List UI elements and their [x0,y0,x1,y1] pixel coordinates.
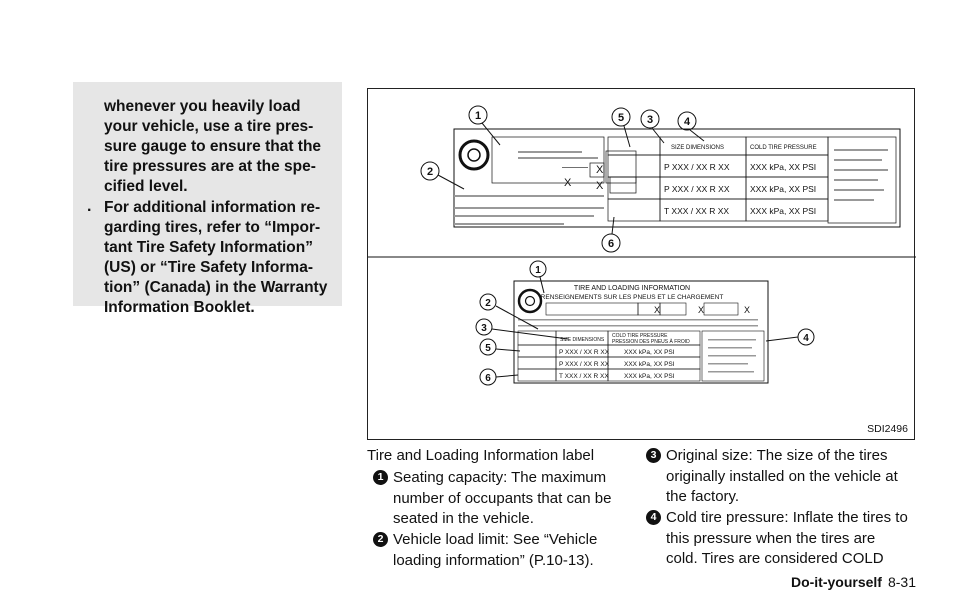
bullet-line: garding tires, refer to “Impor- [104,219,321,236]
svg-text:X: X [698,305,705,315]
bullet-dot: . [87,198,92,215]
continuation-line: whenever you heavily load [104,98,301,115]
item-line: the factory. [666,488,740,505]
page-footer [791,574,916,590]
bullet-line: tion” (Canada) in the Warranty [104,279,328,296]
continuation-text [104,97,344,197]
item-line: Cold tire pressure: Inflate the tires to [666,509,908,526]
item-line: this pressure when the tires are [666,529,876,547]
figure-caption: Tire and Loading Information label [367,447,595,464]
item-number-icon: 1 [373,470,388,485]
top-pressure-3: XXX kPa, XX PSI [750,206,817,216]
callout-number: 3 [646,114,654,126]
bottom-size-header: SIZE DIMENSIONS [560,337,605,343]
figure-code: SDI2496 [867,423,908,435]
callout-number: 3 [481,323,487,334]
callout-number: 1 [474,110,482,122]
item-number-icon: 3 [646,448,661,463]
bottom-pressure-2: XXX kPa, XX PSI [624,361,675,368]
bottom-pressure-header-fr: PRESSION DES PNEUS À FROID [612,339,690,345]
item-line: cold. Tires are considered COLD [666,550,884,567]
top-label [454,129,900,227]
bullet-line: For additional information re- [104,199,321,216]
svg-text:X: X [596,180,604,192]
item-line: seated in the vehicle. [393,510,534,527]
bottom-size-2: P XXX / XX R XX [559,361,610,368]
list-item [650,446,916,508]
top-pressure-2: XXX kPa, XX PSI [750,184,817,194]
bottom-pressure-header: COLD TIRE PRESSURE [612,333,668,339]
top-size-1: P XXX / XX R XX [664,162,730,172]
list-item [377,468,648,530]
svg-text:X: X [596,164,604,176]
top-size-2: P XXX / XX R XX [664,184,730,194]
bottom-pressure-1: XXX kPa, XX PSI [624,349,675,356]
bottom-title: TIRE AND LOADING INFORMATION [573,285,691,292]
callout-number: 5 [485,343,491,354]
top-pressure-1: XXX kPa, XX PSI [750,162,817,172]
bottom-size-3: T XXX / XX R XX [559,373,609,380]
callout-number: 2 [426,166,434,178]
item-number-icon: 4 [646,510,661,525]
bottom-size-1: P XXX / XX R XX [559,349,610,356]
callout-number: 4 [683,116,691,128]
bullet-line: Information Booklet. [104,299,255,316]
svg-text:X: X [564,177,572,189]
callout-number: 6 [607,238,615,250]
callout-number: 4 [803,333,809,344]
item-line: Vehicle load limit: See “Vehicle [393,531,598,548]
list-item [650,508,916,570]
list-item [377,530,648,571]
bottom-title-fr: RENSEIGNEMENTS SUR LES PNEUS ET LE CHARGEMENT [540,294,724,301]
tire-label-figure [367,88,915,440]
callout-number: 2 [485,298,491,309]
continuation-line: sure gauge to ensure that the [104,138,322,155]
continuation-line: tire pressures are at the spe- [104,158,316,175]
bullet-text [104,198,344,318]
continuation-line: cified level. [104,178,188,195]
callout-number: 1 [535,265,541,276]
figure-drawing [368,89,916,441]
item-number-icon: 2 [373,532,388,547]
callout-number: 5 [617,112,625,124]
bottom-label [514,281,768,383]
bullet-line: tant Tire Safety Information” [104,239,313,256]
svg-text:X: X [744,305,751,315]
callout-number: 6 [485,373,491,384]
bullet-line: (US) or “Tire Safety Informa- [104,259,314,276]
item-line: Seating capacity: The maximum [393,469,607,486]
item-line: Original size: The size of the tires [666,447,888,464]
bottom-pressure-3: XXX kPa, XX PSI [624,373,675,380]
svg-text:X: X [654,305,661,315]
top-size-header: SIZE DIMENSIONS [671,145,725,151]
page-number: 8-31 [887,574,916,590]
top-cold-header: COLD TIRE PRESSURE [750,145,817,151]
item-line: number of occupants that can be [393,489,612,507]
section-name: Do-it-yourself [790,574,882,590]
item-line: originally installed on the vehicle at [666,467,898,485]
continuation-line: your vehicle, use a tire pres- [104,118,314,135]
top-size-3: T XXX / XX R XX [664,206,730,216]
item-line: loading information” (P.10-13). [393,551,594,569]
